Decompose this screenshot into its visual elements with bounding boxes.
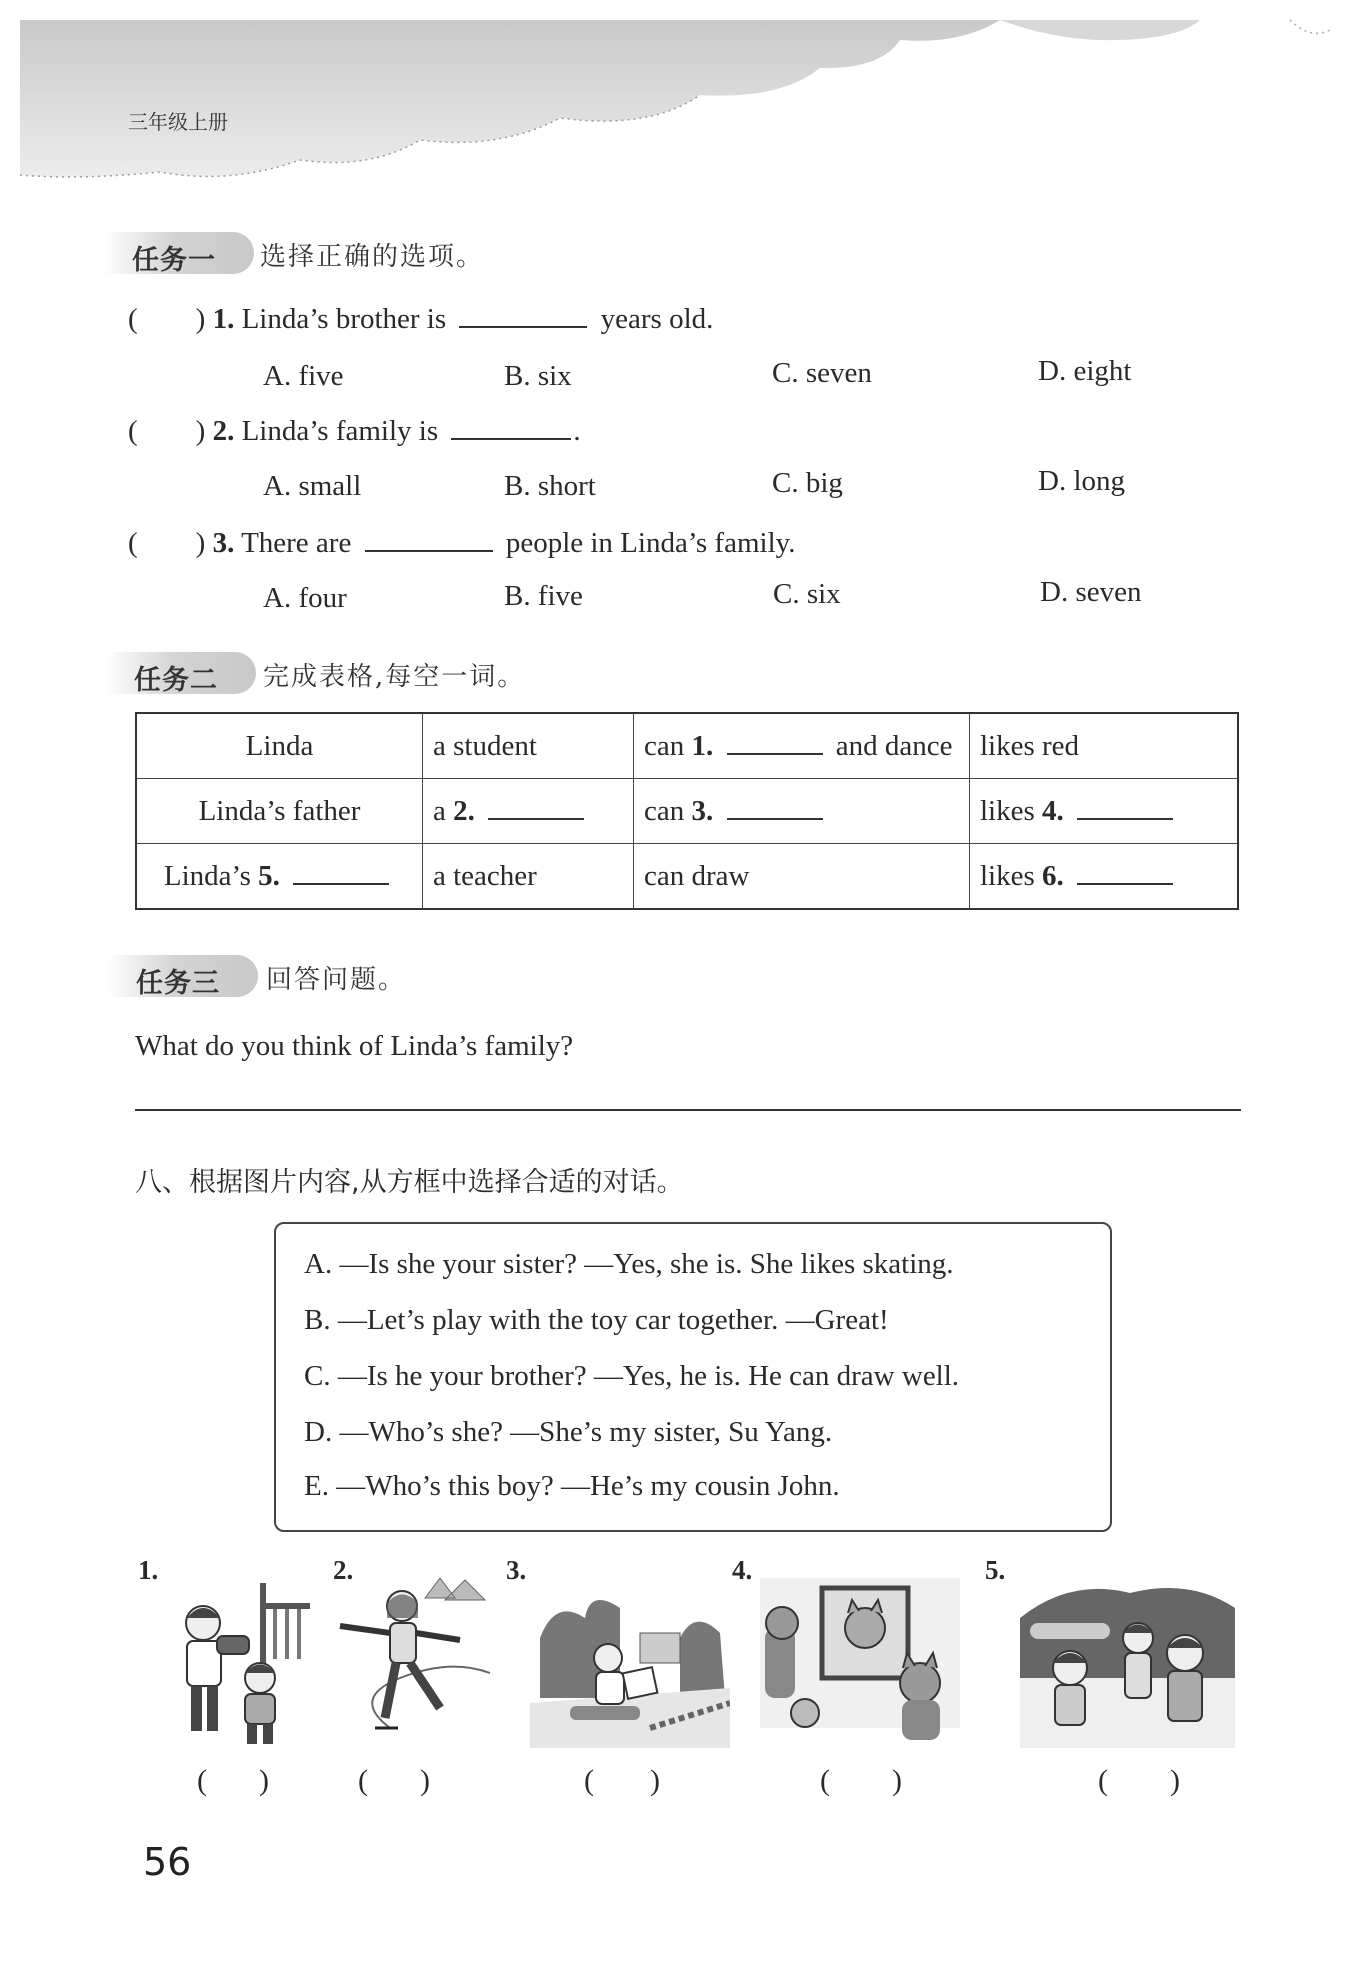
question-text-before: Linda’s brother is [241, 303, 447, 335]
task2-badge-label: 任务二 [134, 665, 218, 696]
option-d: D. seven [1040, 576, 1142, 608]
cell-text: Linda’s father [198, 794, 361, 827]
question-2 [128, 415, 581, 448]
boy-drawing-picture [530, 1578, 730, 1748]
grade-label: 三年级上册 [128, 110, 228, 134]
cell-text: can [644, 729, 685, 762]
cell-text: likes [980, 859, 1035, 892]
dialogue-a: A. —Is she your sister? —Yes, she is. She likes skating. [304, 1248, 954, 1280]
cell-text: a teacher [433, 859, 537, 892]
answer-blank[interactable] [1077, 861, 1173, 885]
answer-paren-3[interactable]: ( ) [584, 1764, 660, 1797]
answer-paren[interactable]: ( ) [128, 303, 206, 335]
task1-badge [104, 232, 254, 274]
question-text-before: There are [241, 527, 352, 559]
option-b: B. five [504, 580, 583, 612]
cell-text: and dance [835, 729, 953, 762]
cell-text: Linda’s [163, 859, 251, 892]
blank-number: 6. [1042, 859, 1064, 892]
blank-number: 3. [691, 794, 714, 827]
section8-title: 八、根据图片内容,从方框中选择合适的对话。 [135, 1167, 684, 1198]
question-text-before: Linda’s family is [241, 415, 439, 447]
option-a: A. five [263, 360, 344, 392]
question-text-after: people in Linda’s family. [505, 527, 796, 559]
picture-number: 2. [333, 1555, 354, 1585]
option-d: D. eight [1038, 355, 1132, 387]
table-cell [634, 844, 970, 910]
dialogue-c: C. —Is he your brother? —Yes, he is. He can draw well. [304, 1360, 960, 1392]
task2-badge [106, 652, 256, 694]
question-text-after: . [573, 415, 581, 447]
cell-text: can [644, 794, 685, 827]
question-number: 1. [212, 303, 235, 335]
answer-blank[interactable] [451, 416, 571, 440]
answer-blank[interactable] [365, 528, 493, 552]
option-c: C. big [772, 467, 843, 499]
dialogue-d: D. —Who’s she? —She’s my sister, Su Yang. [304, 1416, 833, 1448]
blank-number: 5. [258, 859, 280, 892]
option-c: C. six [773, 578, 841, 610]
question-number: 3. [212, 527, 235, 559]
option-c: C. seven [772, 357, 872, 389]
option-b: B. six [504, 360, 572, 392]
table-cell [970, 844, 1239, 910]
task3-title: 回答问题。 [266, 965, 407, 995]
picture-number: 4. [732, 1555, 753, 1585]
blank-number: 1. [691, 729, 714, 762]
picture-number: 5. [985, 1555, 1006, 1585]
dialogue-box [274, 1222, 1112, 1532]
cell-text: likes [980, 794, 1035, 827]
table-row [136, 713, 1238, 779]
table-cell [634, 713, 970, 779]
answer-blank[interactable] [293, 861, 389, 885]
task1-title: 选择正确的选项。 [260, 242, 485, 272]
picture-number: 1. [138, 1555, 159, 1585]
option-b: B. short [504, 470, 596, 502]
answer-blank[interactable] [1077, 796, 1173, 820]
answer-line[interactable] [135, 1109, 1241, 1111]
table-cell [136, 779, 423, 844]
page-number: 56 [143, 1840, 192, 1884]
cats-portrait-picture [760, 1578, 960, 1748]
answer-paren-1[interactable]: ( ) [197, 1764, 269, 1797]
table-cell [423, 779, 634, 844]
cell-text: Linda [245, 729, 314, 762]
task3-question: What do you think of Linda’s family? [135, 1030, 574, 1062]
cell-text: a [433, 794, 446, 827]
table-row [136, 779, 1238, 844]
girl-skating-picture [330, 1578, 495, 1748]
question-3 [128, 527, 796, 560]
boys-toy-car-picture [165, 1578, 315, 1748]
answer-paren[interactable]: ( ) [128, 415, 206, 447]
task1-badge-label: 任务一 [132, 245, 216, 276]
header-cloud-decoration [0, 0, 1350, 190]
table-cell [970, 713, 1239, 779]
dialogue-b: B. —Let’s play with the toy car together. —Great! [304, 1304, 889, 1336]
table-cell [634, 779, 970, 844]
answer-blank[interactable] [727, 796, 823, 820]
task3-badge-label: 任务三 [136, 968, 220, 999]
table-cell [136, 713, 423, 779]
option-a: A. four [263, 582, 347, 614]
table-cell [970, 779, 1239, 844]
question-number: 2. [212, 415, 235, 447]
cell-text: can draw [644, 859, 750, 892]
task2-title: 完成表格,每空一词。 [263, 662, 526, 692]
info-table [135, 712, 1239, 910]
answer-paren-4[interactable]: ( ) [820, 1764, 902, 1797]
cell-text: likes red [980, 729, 1080, 762]
cell-text: a student [433, 729, 537, 762]
question-1 [128, 303, 713, 336]
dialogue-e: E. —Who’s this boy? —He’s my cousin John. [304, 1470, 840, 1502]
answer-paren-5[interactable]: ( ) [1098, 1764, 1180, 1797]
task3-badge [108, 955, 258, 997]
table-cell [423, 713, 634, 779]
question-text-after: years old. [600, 303, 714, 335]
blank-number: 2. [453, 794, 475, 827]
three-children-picture [1020, 1578, 1235, 1748]
answer-paren[interactable]: ( ) [128, 527, 206, 559]
table-cell [423, 844, 634, 910]
table-row [136, 844, 1238, 910]
table-cell [136, 844, 423, 910]
answer-paren-2[interactable]: ( ) [358, 1764, 430, 1797]
option-a: A. small [263, 470, 362, 502]
blank-number: 4. [1042, 794, 1064, 827]
answer-blank[interactable] [459, 304, 587, 328]
picture-number: 3. [506, 1555, 527, 1585]
option-d: D. long [1038, 465, 1125, 497]
answer-blank[interactable] [727, 731, 823, 755]
answer-blank[interactable] [488, 796, 584, 820]
